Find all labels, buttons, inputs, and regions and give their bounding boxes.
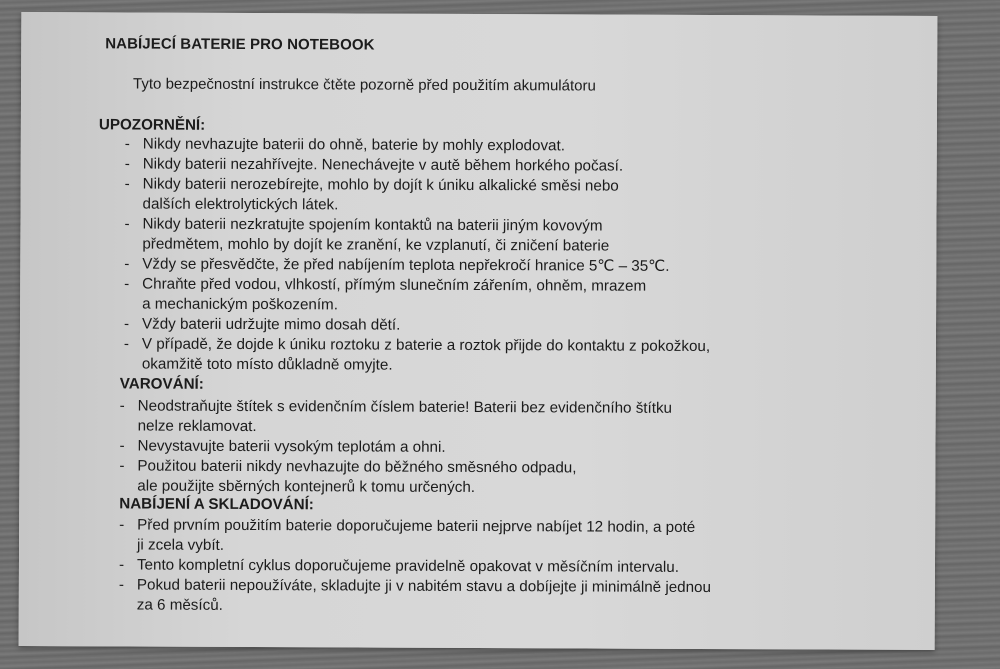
bullet-dash: - [124,155,130,173]
list-item [119,436,671,458]
item-text-line: Nikdy baterii nezkratujte spojením kontaktů na baterii jiným kovovým [142,215,603,235]
item-text-line: Neodstraňujte štítek s evidenčním číslem baterie! Baterii bez evidenčního štítku [137,397,673,417]
list-item [124,314,710,337]
item-text-line: předmětem, mohlo by dojít ke zranění, ke vzplanutí, či zničení baterie [142,235,610,255]
item-text-line: Chraňte před vodou, vlhkostí, přímým slunečním zářením, ohněm, mrazem [142,275,647,295]
item-text-line: Nikdy baterii nezahřívejte. Nenechávejte v autě během horkého počasí. [142,155,624,175]
section-list-charging-storage [119,515,712,618]
item-text-line: dalších elektrolytických látek. [142,195,339,214]
item-text-line: nelze reklamovat. [137,417,257,436]
bullet-dash: - [124,135,130,153]
item-text-line: za 6 měsíců. [136,596,223,614]
list-item [124,254,710,277]
item-text-line: Vždy baterii udržujte mimo dosah dětí. [141,315,401,334]
list-item [119,515,711,558]
bullet-dash: - [124,255,130,273]
bullet-dash: - [124,275,130,293]
list-item [124,274,710,317]
list-item [125,174,711,217]
list-item [124,214,710,257]
bullet-dash: - [124,215,130,233]
list-item [120,396,673,438]
section-list-cautions [119,396,672,498]
bullet-dash: - [119,516,125,534]
instruction-document [19,12,938,650]
item-text-line: okamžitě toto místo důkladně omyjte. [141,355,393,374]
list-item [119,456,672,498]
bullet-dash: - [119,437,125,455]
item-text-line: Před prvním použitím baterie doporučujeme baterii nejprve nabíjet 12 hodin, a poté [137,516,696,536]
item-text-line: a mechanickým poškozením. [142,295,338,314]
section-heading-cautions: VAROVÁNÍ: [119,375,204,393]
list-item [125,154,711,177]
item-text-line: Pokud baterii nepoužíváte, skladujte ji v nabitém stavu a dobíjejte ji minimálně jednou [136,576,712,597]
section-heading-warnings: UPOZORNĚNÍ: [98,116,206,134]
bullet-dash: - [118,556,125,574]
section-heading-charging-storage: NABÍJENÍ A SKLADOVÁNÍ: [119,495,314,514]
item-text-line: Použitou baterii nikdy nevhazujte do běžného směsného odpadu, [137,457,577,477]
item-text-line: V případě, že dojde k úniku roztoku z baterie a roztok přijde do kontaktu z pokožkou, [141,335,711,356]
paper-sheet [19,12,938,650]
item-text-line: ale použijte sběrných kontejnerů k tomu určených. [137,477,476,496]
item-text-line: Nikdy nevhazujte baterii do ohně, baterie by mohly explodovat. [142,135,565,155]
item-text-line: ji zcela vybít. [137,536,225,554]
bullet-dash: - [123,315,130,333]
intro-text: Tyto bezpečnostní instrukce čtěte pozorně před použitím akumulátoru [133,75,596,95]
item-text-line: Nevystavujte baterii vysokým teplotám a ohni. [137,437,446,456]
section-list-warnings [124,134,711,377]
bullet-dash: - [123,335,130,353]
bullet-dash: - [119,397,125,415]
list-item [124,334,710,377]
item-text-line: Tento kompletní cyklus doporučujeme pravidelně opakovat v měsíčním intervalu. [136,556,679,576]
bullet-dash: - [119,457,125,475]
bullet-dash: - [118,576,124,594]
item-text-line: Vždy se přesvědčte, že před nabíjením teplota nepřekročí hranice 5℃ – 35℃. [142,255,670,275]
list-item [119,555,711,578]
list-item [125,134,711,157]
list-item [119,575,711,618]
document-title: NABÍJECÍ BATERIE PRO NOTEBOOK [105,35,375,54]
bullet-dash: - [124,175,130,193]
item-text-line: Nikdy baterii nerozebírejte, mohlo by dojít k úniku alkalické směsi nebo [142,175,619,195]
